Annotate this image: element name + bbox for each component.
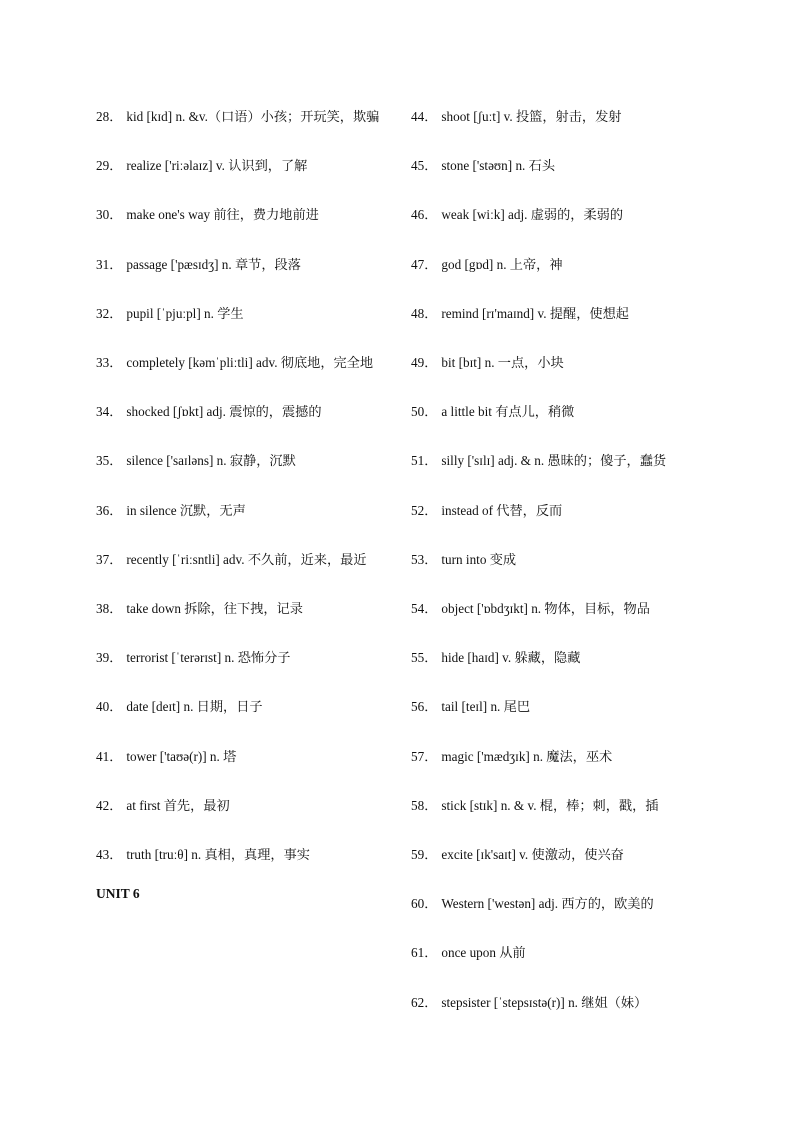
entry-text: take down 拆除，往下拽，记录: [126, 601, 303, 617]
entry-text: stick [stɪk] n. & v. 棍，棒；刺，戳，插: [441, 797, 659, 813]
vocab-entry: [96, 394, 386, 429]
entry-text: in silence 沉默，无声: [126, 502, 246, 518]
vocab-entry: [96, 591, 386, 626]
entry-text: weak [wiːk] adj. 虚弱的，柔弱的: [441, 207, 624, 223]
entry-number: 62．: [411, 994, 438, 1010]
entry-text: once upon 从前: [441, 945, 526, 961]
entry-number: 44．: [411, 109, 438, 124]
entry-number: 51．: [411, 453, 438, 469]
entry-number: 54．: [411, 601, 438, 617]
vocab-entry: [411, 689, 701, 724]
entry-number: 60．: [411, 896, 438, 912]
entry-text: shocked [ʃɒkt] adj. 震惊的，震撼的: [126, 404, 322, 420]
entry-text: silly ['sɪlɪ] adj. & n. 愚昧的；傻子，蠢货: [441, 453, 667, 469]
entry-text: instead of 代替，反而: [441, 502, 563, 518]
vocab-entry: [96, 837, 386, 872]
vocab-entry: [96, 148, 386, 183]
entry-number: 29．: [96, 158, 123, 174]
entry-text: terrorist [ˈterərɪst] n. 恐怖分子: [126, 650, 291, 666]
vocab-entry: [96, 443, 386, 478]
entry-text: stepsister [ˈstepsɪstə(r)] n. 继姐（妹）: [441, 994, 648, 1010]
entry-number: 53．: [411, 551, 438, 567]
entry-number: 50．: [411, 404, 438, 420]
entry-number: 35．: [96, 453, 123, 469]
vocab-entry: [411, 886, 701, 921]
entry-number: 47．: [411, 256, 438, 272]
vocab-entry: [411, 788, 701, 823]
entry-text: passage ['pæsɪdʒ] n. 章节，段落: [126, 256, 301, 272]
vocab-entry: [411, 394, 701, 429]
entry-text: make one's way 前往，费力地前进: [126, 207, 319, 223]
vocab-entry: [411, 591, 701, 626]
entry-number: 42．: [96, 797, 123, 813]
entry-number: 59．: [411, 847, 438, 863]
entry-text: recently [ˈriːsntli] adv. 不久前，近来，最近: [126, 551, 367, 567]
entry-number: 34．: [96, 404, 123, 420]
vocab-entry: [411, 197, 701, 232]
entry-number: 37．: [96, 551, 123, 567]
entry-number: 61．: [411, 945, 438, 961]
entry-number: 55．: [411, 650, 438, 666]
unit-heading: UNIT 6: [96, 886, 140, 902]
entry-text: realize ['riːəlaɪz] v. 认识到，了解: [126, 158, 308, 174]
entry-text: turn into 变成: [441, 551, 517, 567]
entry-number: 30．: [96, 207, 123, 223]
vocab-entry: [411, 640, 701, 675]
vocab-entry: [96, 640, 386, 675]
left-column: [96, 99, 386, 904]
vocab-entry: [411, 985, 701, 1020]
entry-number: 45．: [411, 158, 438, 174]
entry-text: stone ['stəʊn] n. 石头: [441, 158, 556, 174]
vocab-entry: [96, 345, 386, 380]
vocab-entry: [96, 542, 386, 577]
vocab-entry: [96, 689, 386, 724]
entry-text: tower ['taʊə(r)] n. 塔: [126, 748, 237, 764]
vocab-entry: [96, 493, 386, 528]
entry-number: 36．: [96, 502, 123, 518]
entry-text: pupil [ˈpjuːpl] n. 学生: [126, 305, 244, 321]
entry-number: 28．: [96, 109, 123, 124]
entry-number: 43．: [96, 847, 123, 863]
right-column: [411, 99, 701, 1034]
entry-text: Western ['westən] adj. 西方的，欧美的: [441, 896, 654, 912]
vocab-entry: [96, 247, 386, 282]
vocab-entry: [411, 148, 701, 183]
entry-number: 32．: [96, 305, 123, 321]
vocab-entry: [411, 739, 701, 774]
entry-number: 52．: [411, 502, 438, 518]
entry-number: 49．: [411, 355, 438, 371]
vocab-entry: [411, 935, 701, 970]
entry-number: 57．: [411, 748, 438, 764]
entry-number: 40．: [96, 699, 123, 715]
entry-text: shoot [ʃuːt] v. 投篮，射击，发射: [441, 109, 622, 124]
entry-number: 56．: [411, 699, 438, 715]
entry-text: god [gɒd] n. 上帝，神: [441, 256, 563, 272]
entry-text: silence ['saɪləns] n. 寂静，沉默: [126, 453, 296, 469]
entry-number: 48．: [411, 305, 438, 321]
entry-text: bit [bɪt] n. 一点，小块: [441, 355, 564, 371]
entry-text: kid [kɪd] n. &v.（口语）小孩；开玩笑，欺骗: [126, 109, 380, 124]
entry-text: excite [ɪk'saɪt] v. 使激动，使兴奋: [441, 847, 624, 863]
entry-text: tail [teɪl] n. 尾巴: [441, 699, 531, 715]
entry-text: remind [rɪ'maɪnd] v. 提醒，使想起: [441, 305, 629, 321]
entry-text: date [deɪt] n. 日期，日子: [126, 699, 263, 715]
entry-text: truth [truːθ] n. 真相，真理，事实: [126, 847, 310, 863]
entry-number: 38．: [96, 601, 123, 617]
vocab-entry: [96, 197, 386, 232]
entry-number: 58．: [411, 797, 438, 813]
entry-text: completely [kəmˈpliːtli] adv. 彻底地，完全地: [126, 355, 374, 371]
vocab-entry: [411, 99, 701, 134]
vocab-entry: [411, 345, 701, 380]
vocab-entry: [96, 739, 386, 774]
entry-number: 46．: [411, 207, 438, 223]
entry-number: 33．: [96, 355, 123, 371]
vocab-entry: [411, 493, 701, 528]
entry-text: hide [haɪd] v. 躲藏，隐藏: [441, 650, 581, 666]
vocab-entry: [411, 247, 701, 282]
vocab-entry: [411, 443, 701, 478]
entry-number: 41．: [96, 748, 123, 764]
vocab-entry: [96, 788, 386, 823]
entry-number: 39．: [96, 650, 123, 666]
entry-text: at first 首先，最初: [126, 797, 230, 813]
vocab-entry: [411, 837, 701, 872]
entry-text: a little bit 有点儿，稍微: [441, 404, 575, 420]
vocab-entry: [411, 542, 701, 577]
vocab-entry: [411, 296, 701, 331]
entry-number: 31．: [96, 256, 123, 272]
vocab-entry: [96, 99, 386, 134]
entry-text: magic ['mædʒɪk] n. 魔法，巫术: [441, 748, 613, 764]
entry-text: object ['ɒbdʒɪkt] n. 物体，目标，物品: [441, 601, 650, 617]
vocab-entry: [96, 296, 386, 331]
